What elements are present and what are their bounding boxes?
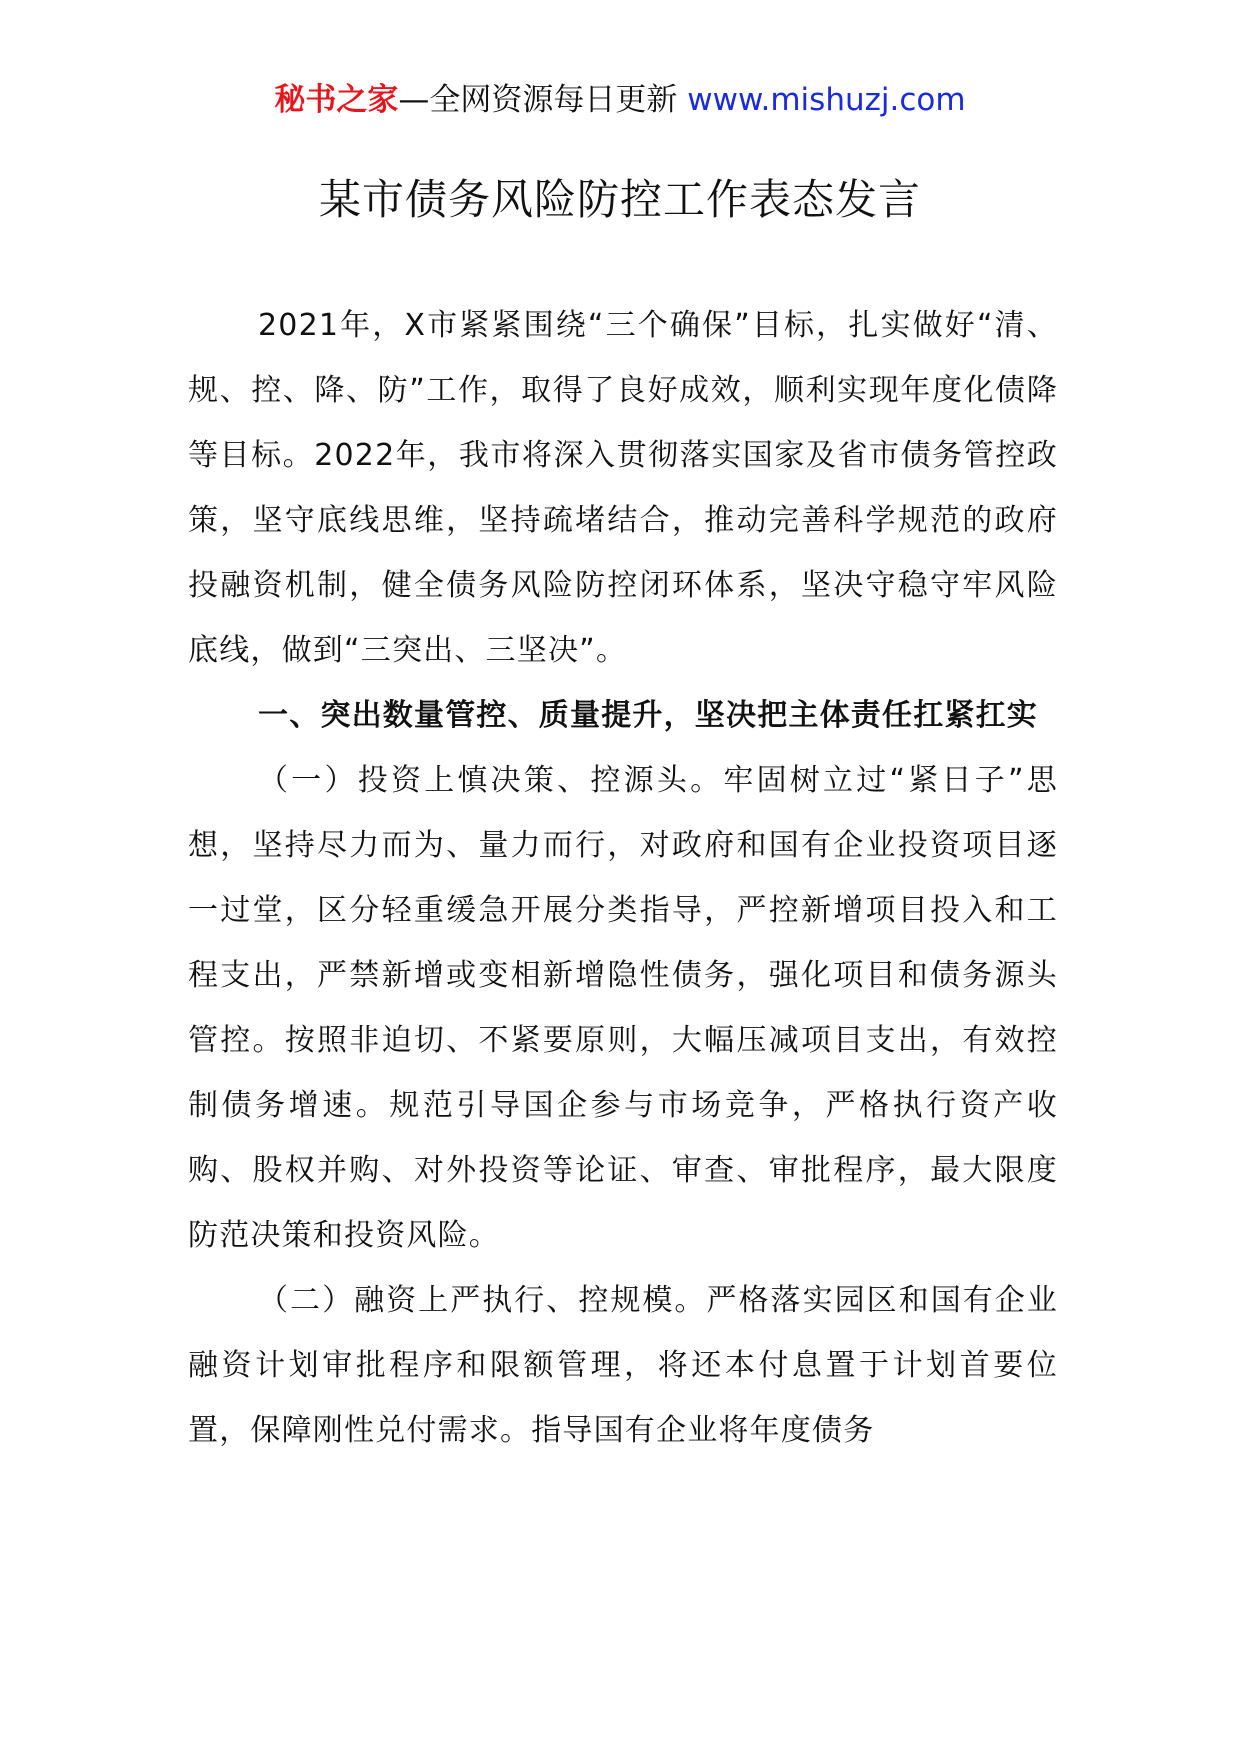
site-header	[0, 78, 1240, 122]
header-tagline: —全网资源每日更新	[398, 82, 688, 118]
document-body	[188, 293, 1058, 1463]
brand-name: 秘书之家	[274, 82, 399, 118]
section-heading-1: 一、突出数量管控、质量提升，坚决把主体责任扛紧扛实	[258, 698, 1038, 733]
subsection-paragraph-1: （一）投资上慎决策、控源头。牢固树立过“紧日子”思想，坚持尽力而为、量力而行，对政府和国有企业投资项目逐一过堂，区分轻重缓急开展分类指导，严控新增项目投入和工程支出，严禁新增或变相新增隐性债务，强化项目和债务源头管控。按照非迫切、不紧要原则，大幅压减项目支出，有效控制债务增速。规范引导国企参与市场竞争，严格执行资产收购、股权并购、对外投资等论证、审查、审批程序，最大限度防范决策和投资风险。	[188, 763, 1058, 1253]
intro-paragraph: 2021年，X市紧紧围绕“三个确保”目标，扎实做好“清、规、控、降、防”工作，取得了良好成效，顺利实现年度化债降等目标。2022年，我市将深入贯彻落实国家及省市债务管控政策，坚守底线思维，坚持疏堵结合，推动完善科学规范的政府投融资机制，健全债务风险防控闭环体系，坚决守稳守牢风险底线，做到“三突出、三坚决”。	[188, 308, 1058, 668]
website-link[interactable]: www.mishuzj.com	[687, 82, 966, 118]
document-title: 某市债务风险防控工作表态发言	[318, 175, 921, 224]
subsection-paragraph-2: （二）融资上严执行、控规模。严格落实园区和国有企业融资计划审批程序和限额管理，将还本付息置于计划首要位置，保障刚性兑付需求。指导国有企业将年度债务	[188, 1283, 1058, 1448]
